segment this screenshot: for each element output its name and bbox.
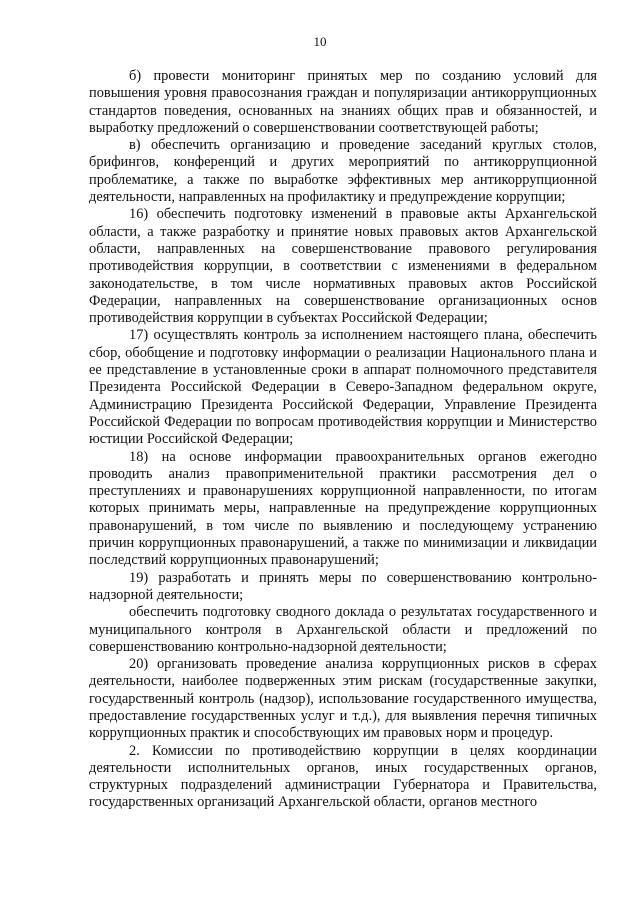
paragraph-2-commission: 2. Комиссии по противодействию коррупции в целях координации деятельности исполнительных органов, иных государственных органов, структурных подразделений администрации Губернатора и Правительства, государственных организаций Архангельской области, органов местного xyxy=(89,742,597,811)
paragraph-b-monitoring: б) провести мониторинг принятых мер по созданию условий для повышения уровня правосознания граждан и популяризации антикоррупционных стандартов поведения, основанных на знаниях общих прав и обязанностей, и выработку предложений о совершенствовании соответствующей работы; xyxy=(89,68,597,136)
paragraph-v-round-tables: в) обеспечить организацию и проведение заседаний круглых столов, брифингов, конференций и других мероприятий по антикоррупционной проблематике, а также по выработке эффективных мер антикоррупционной деятельности, направленных на профилактику и предупреждение коррупции; xyxy=(89,137,597,206)
paragraph-18-analysis: 18) на основе информации правоохранительных органов ежегодно проводить анализ правоприменительной практики рассмотрения дел о преступлениях и правонарушениях коррупционной направленности, по итогам которых принимать меры, направленные на предупреждение коррупционных правонарушений, в том числе по выявлению и последующему устранению причин коррупционных правонарушений, а также по минимизации и ликвидации последствий коррупционных правонарушений; xyxy=(89,448,597,569)
page-number: 10 xyxy=(313,34,327,49)
document-body xyxy=(89,68,597,812)
paragraph-16-legal-acts: 16) обеспечить подготовку изменений в правовые акты Архангельской области, а также разработку и принятие новых правовых актов Архангельской области, направленных на совершенствование правового регулирования противодействия коррупции, в соответствии с изменениями в федеральном законодательстве, в том числе нормативных правовых актов Российской Федерации, направленных на совершенствование организационных основ противодействия коррупции в субъектах Российской Федерации; xyxy=(89,206,597,327)
paragraph-19-report: обеспечить подготовку сводного доклада о результатах государственного и муниципального контроля в Архангельской области и предложений по совершенствованию контрольно-надзорной деятельности; xyxy=(89,604,597,655)
paragraph-20-risk-analysis: 20) организовать проведение анализа коррупционных рисков в сферах деятельности, наиболее подверженных этим рискам (государственные закупки, государственный контроль (надзор), использование государственного имущества, предоставление государственных услуг и т.д.), для выявления перечня типичных коррупционных практик и способствующих им правовых норм и процедур. xyxy=(89,656,597,742)
paragraph-17-control: 17) осуществлять контроль за исполнением настоящего плана, обеспечить сбор, обобщение и подготовку информации о реализации Национального плана и ее представление в установленные сроки в аппарат полномочного представителя Президента Российской Федерации в Северо-Западном федеральном округе, Администрацию Президента Российской Федерации, Управление Президента Российской Федерации по вопросам противодействия коррупции и Министерство юстиции Российской Федерации; xyxy=(89,327,597,448)
paragraph-19-supervision: 19) разработать и принять меры по совершенствованию контрольно-надзорной деятельности; xyxy=(89,569,597,603)
